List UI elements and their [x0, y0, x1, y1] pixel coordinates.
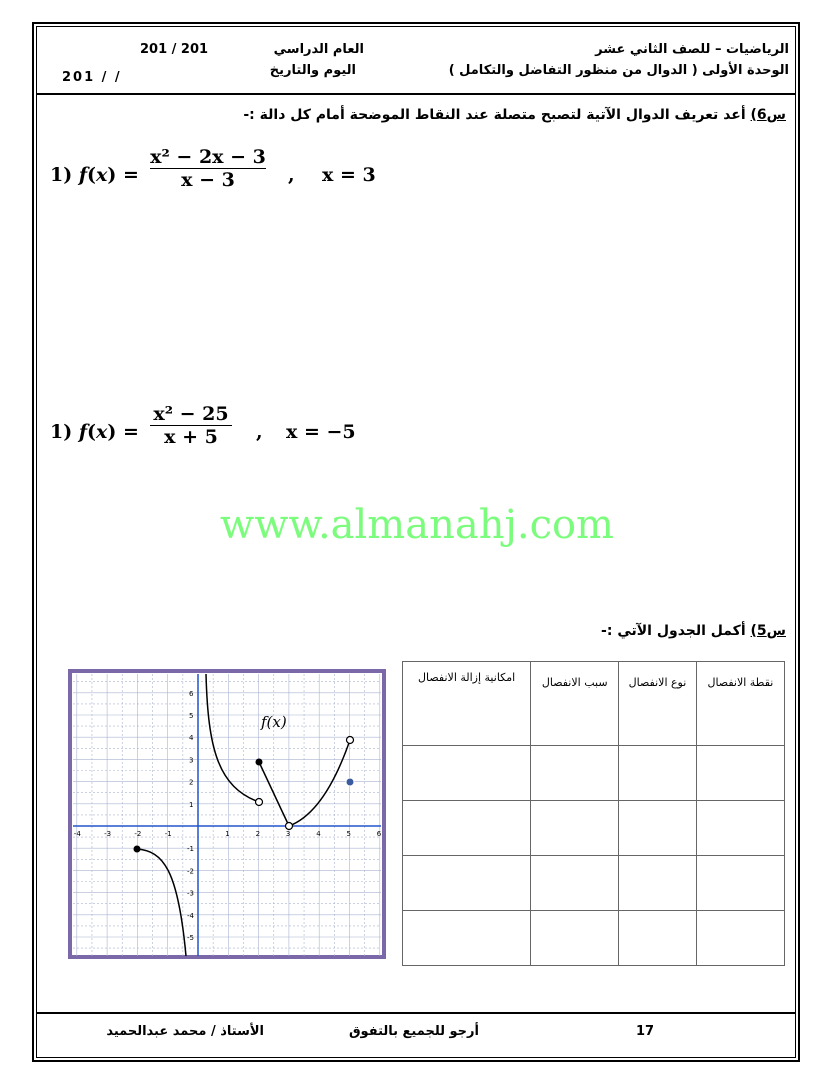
- footer-teacher: الأستاذ / محمد عبدالحميد: [106, 1024, 264, 1039]
- table-cell[interactable]: [619, 746, 697, 801]
- closed-point-neg2-neg1: [134, 846, 141, 853]
- q5-number: س5): [750, 623, 786, 639]
- q6-item2-lhs: 1) f(x) =: [50, 421, 139, 443]
- table-cell[interactable]: [403, 746, 531, 801]
- year-label: العام الدراسي: [273, 42, 364, 57]
- header-type: نوع الانفصال: [619, 662, 697, 746]
- y-tick-label: -2: [187, 867, 194, 876]
- function-label: f(x): [261, 713, 287, 731]
- open-point-3-0: [286, 823, 293, 830]
- header-removable: امكانية إزالة الانفصال: [403, 662, 531, 746]
- table-row: [403, 746, 785, 801]
- q6-item2-denominator: x + 5: [150, 425, 232, 448]
- table-row: [403, 856, 785, 911]
- table-cell[interactable]: [619, 801, 697, 856]
- x-tick-label: 3: [285, 830, 291, 838]
- graph-border: [70, 671, 384, 957]
- function-graph: [68, 669, 386, 959]
- discontinuity-table: [402, 661, 785, 966]
- table-cell[interactable]: [696, 746, 784, 801]
- x-tick-label: -3: [104, 830, 112, 838]
- watermark: www.almanahj.com: [219, 502, 614, 548]
- table-cell[interactable]: [531, 911, 619, 966]
- table-cell[interactable]: [403, 801, 531, 856]
- closed-point-2-3: [256, 759, 263, 766]
- q6-item2-comma: ,: [256, 421, 263, 443]
- closed-point-5-2: [346, 778, 354, 786]
- table-row: [403, 911, 785, 966]
- table-row: [403, 801, 785, 856]
- y-tick-label: -1: [187, 845, 194, 854]
- q6-item2-numerator: x² − 25: [153, 403, 229, 425]
- date-label: اليوم والتاريخ: [269, 63, 356, 78]
- table-cell[interactable]: [403, 911, 531, 966]
- q6-number: س6): [750, 107, 786, 123]
- open-point-2-1: [256, 799, 263, 806]
- y-tick-label: -5: [187, 934, 194, 942]
- date-value: 201 / /: [62, 70, 122, 85]
- table-header-row: [403, 662, 785, 746]
- footer-wish: أرجو للجميع بالتفوق: [348, 1024, 479, 1039]
- q6-item2-label: 1): [50, 421, 73, 443]
- q5-text: أكمل الجدول الآتي :-: [601, 623, 746, 639]
- q6-item1-fraction: [150, 146, 266, 191]
- subject-title: الرياضيات – للصف الثاني عشر: [595, 42, 789, 57]
- table-cell[interactable]: [531, 746, 619, 801]
- table-cell[interactable]: [403, 856, 531, 911]
- q5-title: [601, 623, 786, 639]
- y-tick-label: 2: [189, 778, 194, 787]
- unit-title: الوحدة الأولى ( الدوال من منظور التفاضل والتكامل ): [448, 63, 789, 78]
- x-tick-label: 4: [316, 830, 321, 838]
- q6-title: [243, 107, 786, 123]
- q6-text: أعد تعريف الدوال الآتية لتصبح متصلة عند النقاط الموضحة أمام كل دالة :-: [243, 107, 746, 123]
- x-tick-label: 2: [255, 830, 261, 838]
- x-tick-label: -2: [134, 830, 142, 838]
- table-cell[interactable]: [696, 856, 784, 911]
- table-cell[interactable]: [696, 801, 784, 856]
- table-cell[interactable]: [696, 911, 784, 966]
- y-tick-label: 6: [189, 689, 194, 698]
- x-tick-label: 6: [376, 830, 382, 838]
- y-tick-label: 3: [189, 756, 194, 765]
- y-tick-label: -4: [187, 911, 194, 920]
- y-tick-label: -3: [187, 889, 194, 898]
- x-tick-label: 1: [225, 830, 230, 838]
- x-tick-label: -1: [164, 830, 172, 838]
- q6-item1-comma: ,: [288, 164, 295, 186]
- year-value: 201 / 201: [140, 42, 209, 57]
- x-tick-label: 5: [346, 830, 351, 838]
- q6-item1-numerator: x² − 2x − 3: [150, 146, 266, 168]
- q6-item1-point: x = 3: [322, 164, 376, 186]
- x-tick-label: -4: [73, 830, 81, 838]
- table-cell[interactable]: [531, 856, 619, 911]
- header: [37, 27, 795, 95]
- table-cell[interactable]: [531, 801, 619, 856]
- y-tick-label: 1: [189, 800, 194, 809]
- table-cell[interactable]: [619, 911, 697, 966]
- footer: [37, 1012, 795, 1015]
- header-reason: سبب الانفصال: [531, 662, 619, 746]
- header-point: نقطة الانفصال: [696, 662, 784, 746]
- page-number: 17: [636, 1024, 655, 1039]
- y-tick-label: 5: [189, 712, 194, 720]
- q6-item1-lhs: 1) f(x) =: [50, 164, 139, 186]
- y-tick-label: 4: [189, 734, 194, 743]
- q6-item1-denominator: x − 3: [150, 168, 266, 191]
- table-cell[interactable]: [619, 856, 697, 911]
- q6-item2-fraction: [150, 403, 232, 448]
- q6-item1-label: 1): [50, 164, 73, 186]
- q6-item2-point: x = −5: [286, 421, 356, 443]
- open-point-5-4: [347, 737, 354, 744]
